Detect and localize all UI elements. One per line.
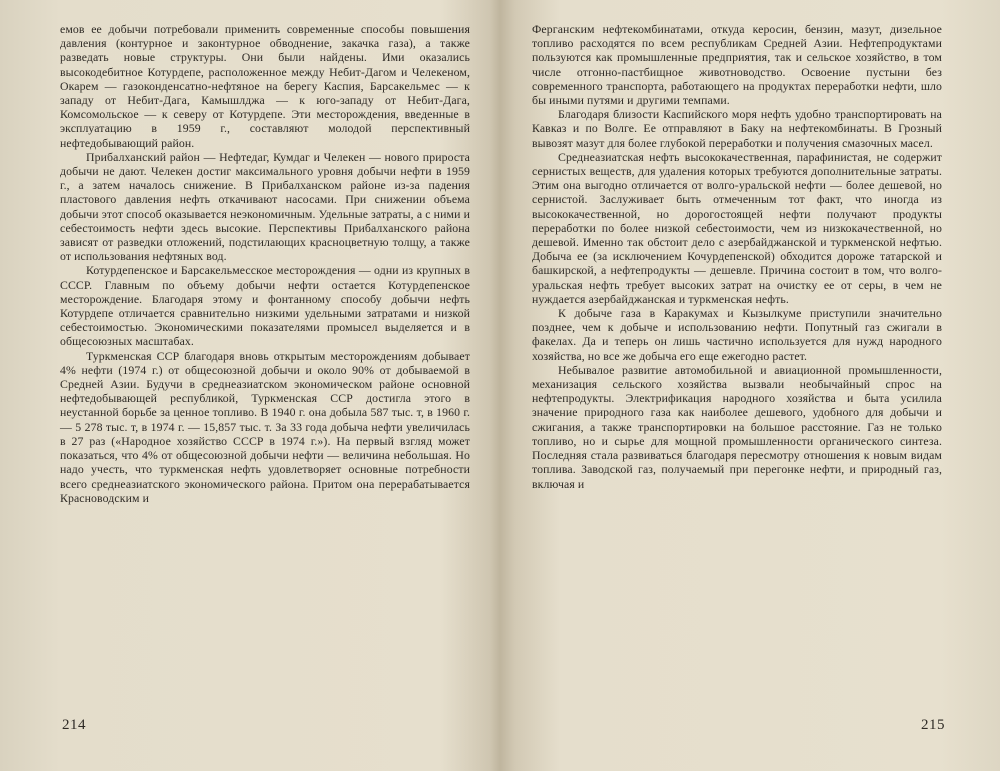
left-page — [60, 22, 470, 762]
left-paragraph-2: Прибалханский район — Нефтедаг, Кумдаг и Челекен — нового прироста добычи не дают. Челекен достиг максимального уровня добычи нефти в 1959 г., а затем началось снижение. В Прибалханском районе из-за падения пластового давления нефть откачивают насосами. При снижении объема добычи этот способ оказывается неэкономичным. Удельные затраты, а с ними и себестоимость нефти здесь высокие. Перспективы Прибалханского района зависят от разведки отложений, подстилающих красноцветную толщу, а также от использования нефтяных вод. — [60, 149, 470, 264]
left-page-number: 214 — [62, 717, 86, 733]
right-page — [532, 22, 942, 762]
right-paragraph-2: Благодаря близости Каспийского моря нефть удобно транспортировать на Кавказ и по Волге. Ее отправляют в Баку на нефтекомбинаты. В Грозный вывозят мазут для более глубокой переработки и получения смазочных масел. — [532, 107, 942, 150]
left-paragraph-3: Котурдепенское и Барсакельмесское месторождения — одни из крупных в СССР. Главным по объему добычи нефти остается Котурдепенское месторождение. Благодаря этому и фонтанному способу добычи нефть Котурдепе отличается сравнительно низкими удельными затратами и низкой себестоимостью. Экономическими показателями промысел выделяется и в общесоюзных масштабах. — [60, 263, 470, 349]
left-paragraph-4: Туркменская ССР благодаря вновь открытым месторождениям добывает 4% нефти (1974 г.) от общесоюзной добычи и около 90% от добываемой в Средней Азии. Будучи в среднеазиатском экономическом районе основной нефтедобывающей республикой, Туркменская ССР достигла этого в неустанной борьбе за ценное топливо. В 1940 г. она добыла 587 тыс. т, в 1960 г. — 5 278 тыс. т, в 1974 г. — 15,857 тыс. т. За 33 года добыча нефти увеличилась в 27 раз («Народное хозяйство СССР в 1974 г.»). На первый взгляд может показаться, что 4% от общесоюзной добычи нефти — величина небольшая. Но надо учесть, что туркменская нефть удовлетворяет основные потребности всего среднеазиатского экономического района. Притом она перерабатывается Красноводским и — [60, 348, 470, 505]
right-paragraph-3: Среднеазиатская нефть высококачественная, парафинистая, не содержит сернистых веществ, для удаления которых требуются дополнительные затраты. Этим она выгодно отличается от волго-уральской нефти — более дешевой, но сернистой. Заслуживает быть отмеченным тот факт, что иногда из высококачественной, но дорогостоящей нефти получают продукты переработки по более низкой себестоимости, чем из низкокачественной, но дешевой. Именно так обстоит дело с азербайджанской и туркменской нефтью. Добыча ее (за исключением Кочурдепенской) обходится дороже татарской и башкирской, а нефтепродукты — дешевле. Причина состоит в том, что волго-уральская нефть требует высоких затрат на очистку ее от серы, в чем не нуждается азербайджанская и туркменская нефть. — [532, 149, 942, 306]
right-paragraph-4: К добыче газа в Каракумах и Кызылкуме приступили значительно позднее, чем к добыче и использованию нефти. Попутный газ сжигали в факелах. Да и теперь он лишь частично используется для нужд народного хозяйства, но все же добыча его еще ежегодно растет. — [532, 306, 942, 363]
left-paragraph-1: емов ее добычи потребовали применить современные способы повышения давления (контурное и законтурное обводнение, закачка газа), а также разведать новые структуры. Они были найдены. Ими оказались высокодебитное Котурдепе, расположенное между Небит-Дагом и Челекеном, Окарем — газоконденсатно-нефтяное на берегу Каспия, Барсакельмес — к западу от Небит-Дага, Камышлджа — к юго-западу от Небит-Дага, Комсомольское — к северу от Котурдепе. Эти месторождения, введенные в эксплуатацию в 1959 г., составляют молодой перспективный нефтедобывающий район. — [60, 22, 470, 150]
right-page-number: 215 — [921, 717, 945, 733]
right-paragraph-5: Небывалое развитие автомобильной и авиационной промышленности, механизация сельского хозяйства вызвали необычайный спрос на нефтепродукты. Электрификация народного хозяйства и быта усилила значение природного газа как наиболее дешевого, удобного для добычи и сжигания, а также транспортировки на большое расстояние. Газ не только топливо, но и сырье для мощной промышленности органического синтеза. Последняя стала развиваться благодаря пересмотру отношения к новым видам топлива. Заводской газ, получаемый при перегонке нефти, и природный газ, включая и — [532, 362, 942, 491]
right-paragraph-1: Ферганским нефтекомбинатами, откуда керосин, бензин, мазут, дизельное топливо расходятся по всем республикам Средней Азии. Нефтепродуктами пользуются как промышленные предприятия, так и сельское хозяйство, в том числе отгонно-пастбищное животноводство. Освоение пустыни без современного транспорта, работающего на продуктах переработки нефти, шло бы иными путями и другими темпами. — [532, 22, 942, 108]
